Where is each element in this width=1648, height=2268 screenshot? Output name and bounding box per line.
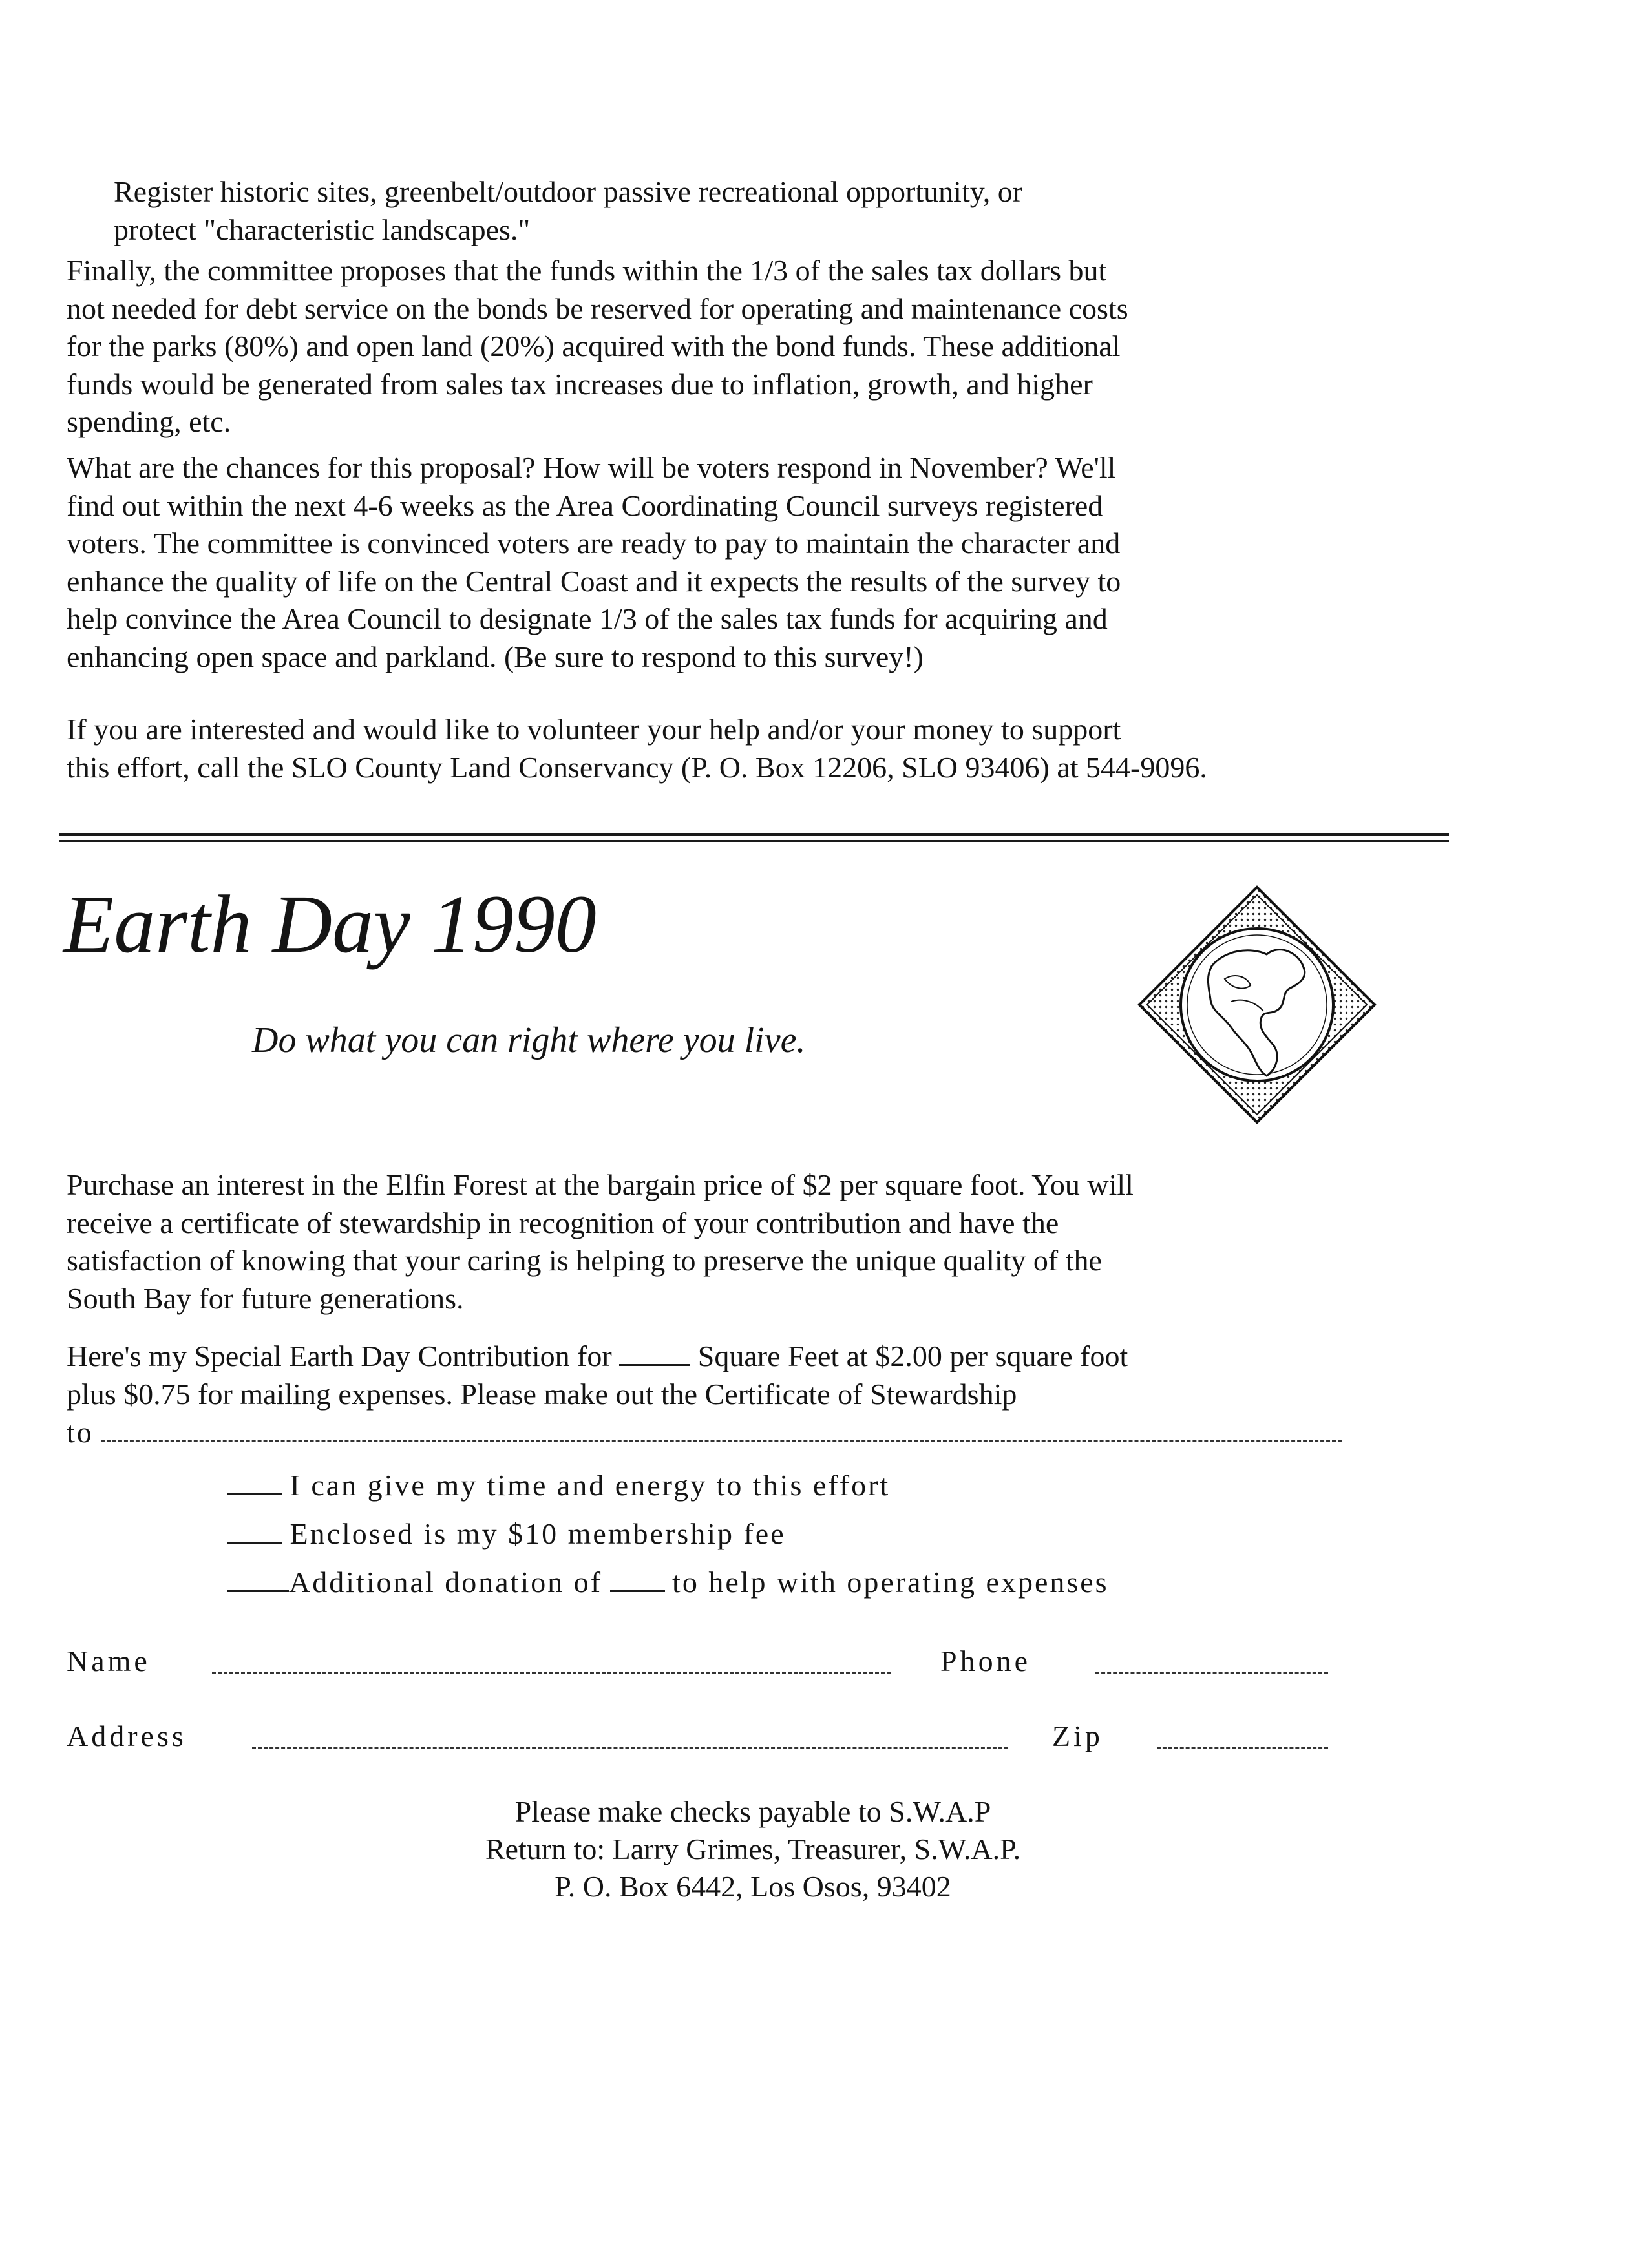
option-time (227, 1467, 890, 1505)
option-time-label: I can give my time and energy to this effort (290, 1469, 891, 1502)
certificate-name-input[interactable] (101, 1414, 1342, 1442)
earth-day-tagline: Do what you can right where you live. (252, 1020, 806, 1060)
earth-day-title: Earth Day 1990 (63, 878, 597, 970)
phone-label: Phone (940, 1644, 1031, 1677)
name-label: Name (67, 1644, 151, 1677)
paragraph-chances: What are the chances for this proposal? How will be voters respond in November? We'll find out within the next 4-6 weeks as the Area Coordinating Council surveys registered voters. The committee is convinced voters are ready to pay to maintain the character and enhance the quality of life on the Central Coast and it expects the results of the survey to help convince the Area Council to designate 1/3 of the sales tax funds for acquiring and enhancing open space and parkland. (Be sure to respond to this survey!) (67, 451, 1121, 673)
name-input[interactable] (212, 1646, 891, 1674)
payment-instructions (0, 1793, 1506, 1906)
zip-input[interactable] (1157, 1721, 1328, 1749)
certificate-to-line (67, 1414, 1342, 1452)
contribution-text-b: Square Feet at $2.00 per square foot (697, 1339, 1128, 1372)
zip-label: Zip (1052, 1719, 1103, 1752)
phone-input[interactable] (1095, 1646, 1328, 1674)
time-checkbox-blank[interactable] (227, 1467, 282, 1495)
contribution-text-a: Here's my Special Earth Day Contribution for (67, 1339, 612, 1372)
address-input[interactable] (252, 1721, 1008, 1749)
return-to-line: Return to: Larry Grimes, Treasurer, S.W.A.P. (485, 1832, 1021, 1865)
option-membership-label: Enclosed is my $10 membership fee (290, 1517, 786, 1550)
donation-amount-input[interactable] (610, 1564, 665, 1592)
paragraph-volunteer: If you are interested and would like to volunteer your help and/or your money to support this effort, call the SLO County Land Conservancy (P. O. Box 12206, SLO 93406) at 544-9096. (67, 713, 1207, 784)
square-feet-input[interactable] (619, 1338, 690, 1366)
divider-rule-thin (59, 840, 1449, 842)
po-box-line: P. O. Box 6442, Los Osos, 93402 (555, 1870, 951, 1903)
address-label: Address (67, 1719, 187, 1752)
option-membership (227, 1515, 786, 1553)
divider-rule (59, 833, 1449, 836)
option-donation-label-a: Additional donation of (289, 1566, 603, 1599)
mailing-expenses-line: plus $0.75 for mailing expenses. Please make out the Certificate of Stewardship (67, 1378, 1017, 1411)
earth-globe-logo (1134, 882, 1380, 1128)
checks-payable-line: Please make checks payable to S.W.A.P (514, 1795, 991, 1828)
option-donation (227, 1564, 1109, 1602)
to-label: to (67, 1416, 94, 1449)
paragraph-funds: Finally, the committee proposes that the funds within the 1/3 of the sales tax dollars but not needed for debt service on the bonds be reserved for operating and maintenance costs for the parks (80%) and open land (20%) acquired with the bond funds. These additional funds would be generated from sales tax increases due to inflation, growth, and higher spending, etc. (67, 254, 1128, 438)
indented-text: Register historic sites, greenbelt/outdoor passive recreational opportunity, or protect "characteristic landscapes." (114, 175, 1023, 246)
elfin-forest-intro: Purchase an interest in the Elfin Forest at the bargain price of $2 per square foot. You will receive a certificate of stewardship in recognition of your contribution and have the satisfaction of knowing that your caring is helping to preserve the unique quality of the South Bay for future generations. (67, 1168, 1134, 1315)
donation-checkbox-blank[interactable] (227, 1564, 289, 1592)
contribution-line (67, 1338, 1128, 1376)
membership-checkbox-blank[interactable] (227, 1516, 282, 1544)
option-donation-label-b: to help with operating expenses (672, 1566, 1109, 1599)
